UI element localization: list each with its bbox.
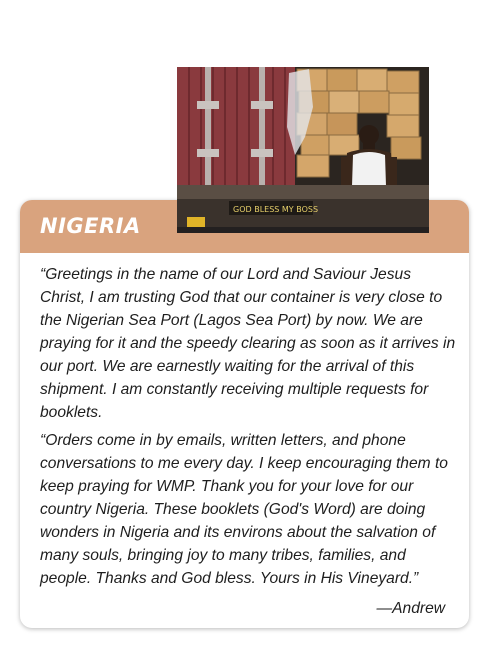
testimonial-paragraph-1: “Greetings in the name of our Lord and Saviour Jesus Christ, I am trusting God that our container is very close to the Nigerian Sea Port (Lagos Sea Port) by now. We are praying for it and the speedy clearing as soon as it arrives in our port. We are earnestly waiting for the arrival of this shipment. I am constantly receiving multiple requests for booklets. <box>40 266 456 421</box>
testimonial-body <box>40 263 460 595</box>
signature: —Andrew <box>376 600 445 617</box>
shipment-photo <box>177 67 429 233</box>
shipment-photo-illustration <box>177 67 429 233</box>
truck-marking: GOD BLESS MY BOSS <box>233 205 319 214</box>
testimonial-card <box>20 200 469 628</box>
testimonial-paragraph-2: “Orders come in by emails, written letters, and phone conversations to me every day. I keep encouraging them to keep praying for WMP. Thank you for your love for our country Nigeria. These booklets (God's Word) are doing wonders in Nigeria and its environs about the salvation of many souls, bringing joy to many tribes, families, and people. Thanks and God bless. Yours in His Vineyard.” <box>40 432 448 587</box>
country-title: NIGERIA <box>40 214 141 238</box>
